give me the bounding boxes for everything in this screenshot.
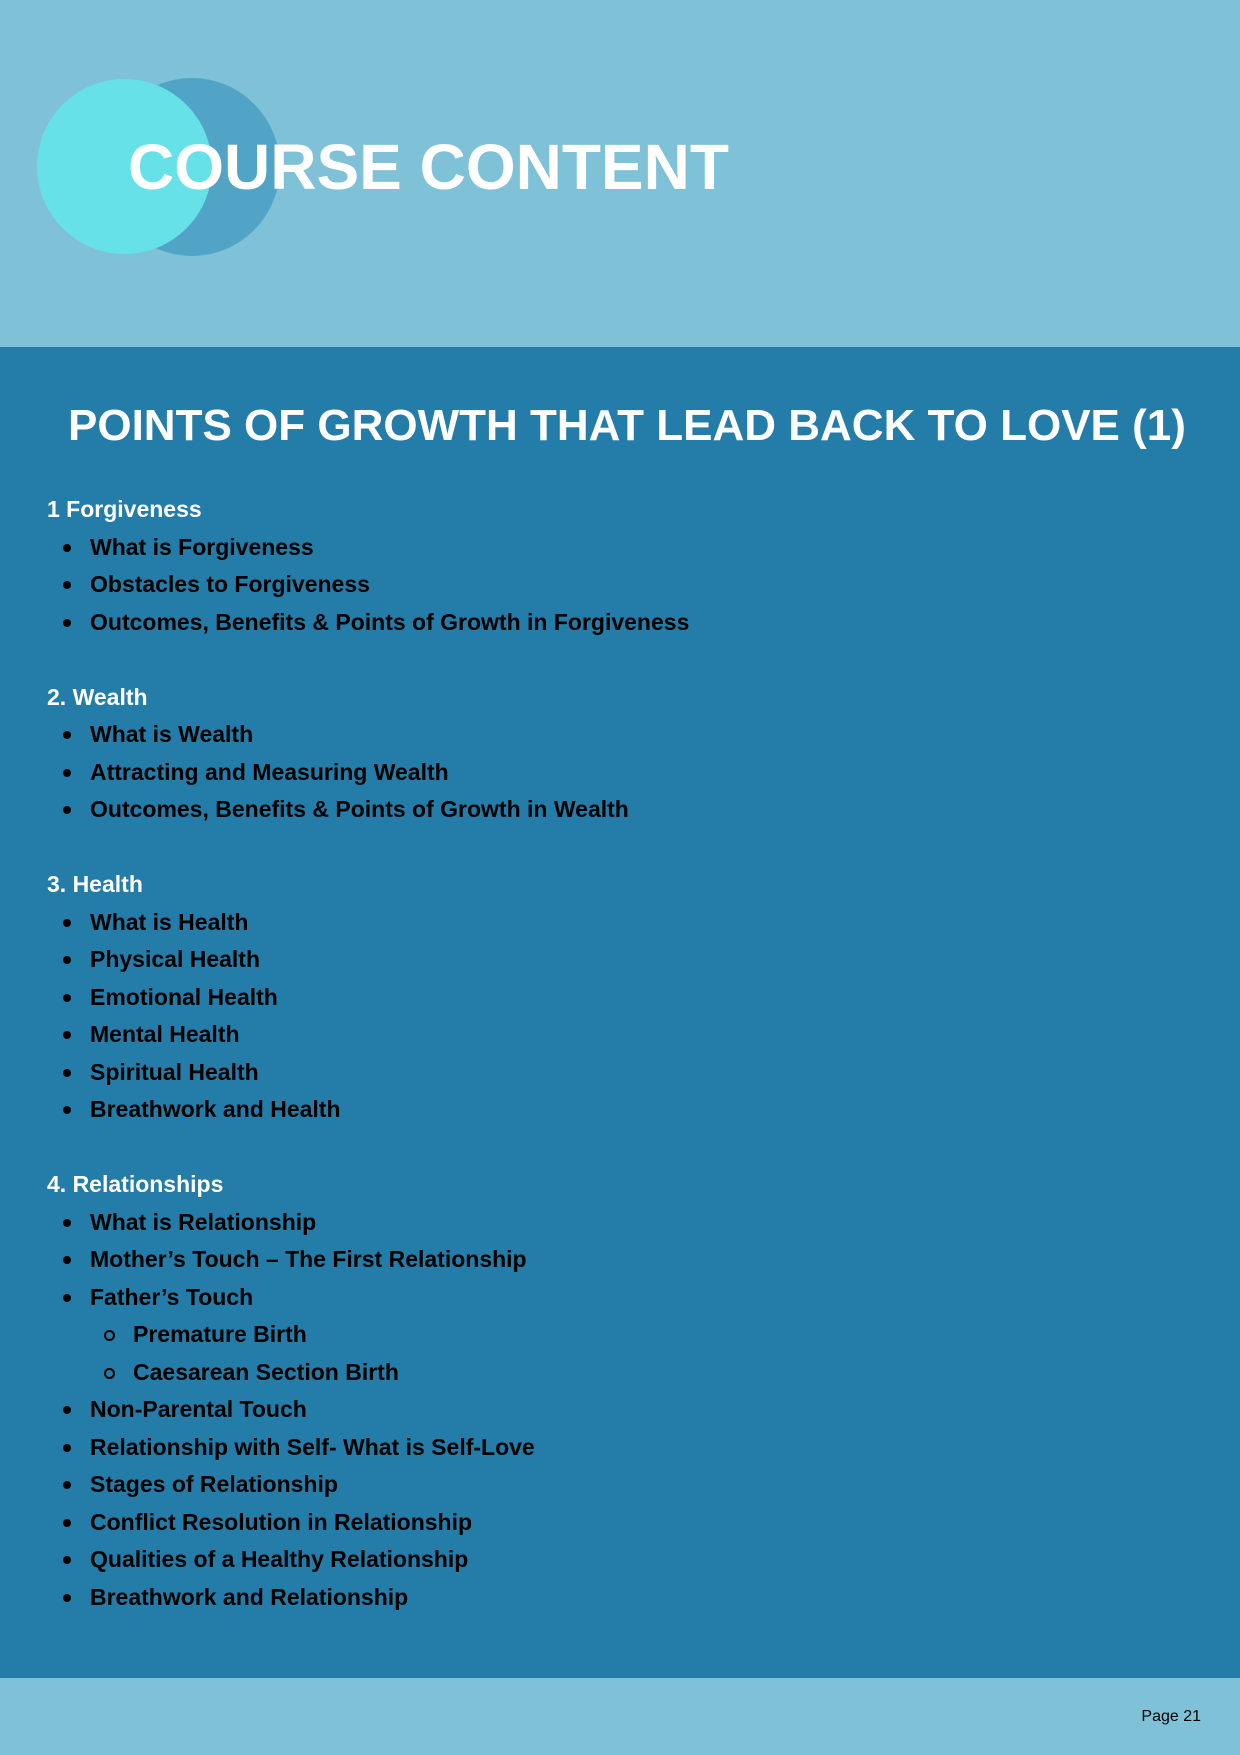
list-item-label: Spiritual Health <box>90 1058 259 1085</box>
list-item-label: Physical Health <box>90 946 261 972</box>
sub-list-item-label: Premature Birth <box>133 1321 307 1347</box>
list-item-label: Outcomes, Benefits & Points of Growth in Wealth <box>90 796 629 822</box>
bullet-icon <box>63 956 71 964</box>
section-title: POINTS OF GROWTH THAT LEAD BACK TO LOVE (1) <box>68 401 1186 450</box>
group-heading: 3. Health <box>47 871 143 897</box>
list-item-label: What is Wealth <box>90 721 254 747</box>
bullet-icon <box>63 1219 71 1227</box>
list-item-label: Outcomes, Benefits & Points of Growth in Forgiveness <box>90 608 690 635</box>
list-item-label: Breathwork and Relationship <box>90 1583 409 1610</box>
list-item <box>47 1391 1197 1429</box>
bullet-icon <box>63 1519 71 1527</box>
bullet-icon <box>63 581 71 589</box>
header-band <box>0 0 1240 347</box>
list-item <box>47 1579 1197 1617</box>
bullet-icon <box>63 544 71 552</box>
bullet-list <box>47 716 1197 829</box>
hollow-bullet-icon <box>104 1368 115 1379</box>
sub-list-item <box>90 1316 1197 1354</box>
bullet-icon <box>63 1594 71 1602</box>
list-item <box>47 1466 1197 1504</box>
bullet-icon <box>63 994 71 1002</box>
list-item <box>47 1054 1197 1092</box>
list-item-label: Emotional Health <box>90 983 278 1010</box>
outline-group <box>47 491 1197 641</box>
list-item <box>47 716 1197 754</box>
list-item-label: Mother’s Touch – The First Relationship <box>90 1246 527 1272</box>
content-panel <box>0 347 1240 1678</box>
list-item <box>47 1279 1197 1392</box>
list-item-label: Mental Health <box>90 1021 240 1047</box>
bullet-list <box>47 529 1197 642</box>
list-item-label: Stages of Relationship <box>90 1471 338 1497</box>
page-number: Page 21 <box>1141 1708 1201 1725</box>
list-item <box>47 979 1197 1017</box>
bullet-icon <box>63 1106 71 1114</box>
bullet-icon <box>63 806 71 814</box>
list-item-label: Breathwork and Health <box>90 1096 341 1122</box>
bullet-list <box>47 904 1197 1129</box>
bullet-icon <box>63 1444 71 1452</box>
bullet-icon <box>63 769 71 777</box>
list-item-label: Conflict Resolution in Relationship <box>90 1508 473 1535</box>
list-item <box>47 1204 1197 1242</box>
list-item-label: What is Forgiveness <box>90 533 314 560</box>
list-item <box>47 754 1197 792</box>
bullet-icon <box>63 1556 71 1564</box>
bullet-icon <box>63 1256 71 1264</box>
group-heading: 4. Relationships <box>47 1171 224 1197</box>
list-item-label: Non-Parental Touch <box>90 1396 307 1422</box>
sub-list-item-label: Caesarean Section Birth <box>133 1358 399 1385</box>
bullet-icon <box>63 1481 71 1489</box>
list-item-label: Qualities of a Healthy Relationship <box>90 1546 469 1572</box>
list-item <box>47 566 1197 604</box>
group-heading: 1 Forgiveness <box>47 496 202 522</box>
outline-group <box>47 1166 1197 1616</box>
list-item-label: What is Health <box>90 908 249 935</box>
sub-bullet-list <box>90 1316 1197 1391</box>
bullet-icon <box>63 1069 71 1077</box>
bullet-icon <box>63 619 71 627</box>
list-item-label: Relationship with Self- What is Self-Love <box>90 1433 535 1460</box>
bullet-icon <box>63 731 71 739</box>
list-item <box>47 529 1197 567</box>
hollow-bullet-icon <box>104 1330 115 1341</box>
list-item <box>47 1504 1197 1542</box>
list-item <box>47 1016 1197 1054</box>
outline-group <box>47 679 1197 829</box>
list-item <box>47 1541 1197 1579</box>
course-outline <box>47 491 1197 1654</box>
outline-group <box>47 866 1197 1129</box>
list-item <box>47 941 1197 979</box>
list-item-label: Father’s Touch <box>90 1283 254 1310</box>
group-heading: 2. Wealth <box>47 683 148 710</box>
list-item <box>47 604 1197 642</box>
bullet-icon <box>63 1294 71 1302</box>
bullet-icon <box>63 919 71 927</box>
bullet-icon <box>63 1406 71 1414</box>
list-item <box>47 904 1197 942</box>
footer-band <box>0 1678 1240 1755</box>
list-item-label: Attracting and Measuring Wealth <box>90 758 449 785</box>
page-title: COURSE CONTENT <box>128 131 729 203</box>
bullet-list <box>47 1204 1197 1617</box>
list-item <box>47 1429 1197 1467</box>
bullet-icon <box>63 1031 71 1039</box>
list-item-label: What is Relationship <box>90 1208 317 1235</box>
sub-list-item <box>90 1354 1197 1392</box>
list-item-label: Obstacles to Forgiveness <box>90 571 370 597</box>
list-item <box>47 1241 1197 1279</box>
list-item <box>47 1091 1197 1129</box>
list-item <box>47 791 1197 829</box>
